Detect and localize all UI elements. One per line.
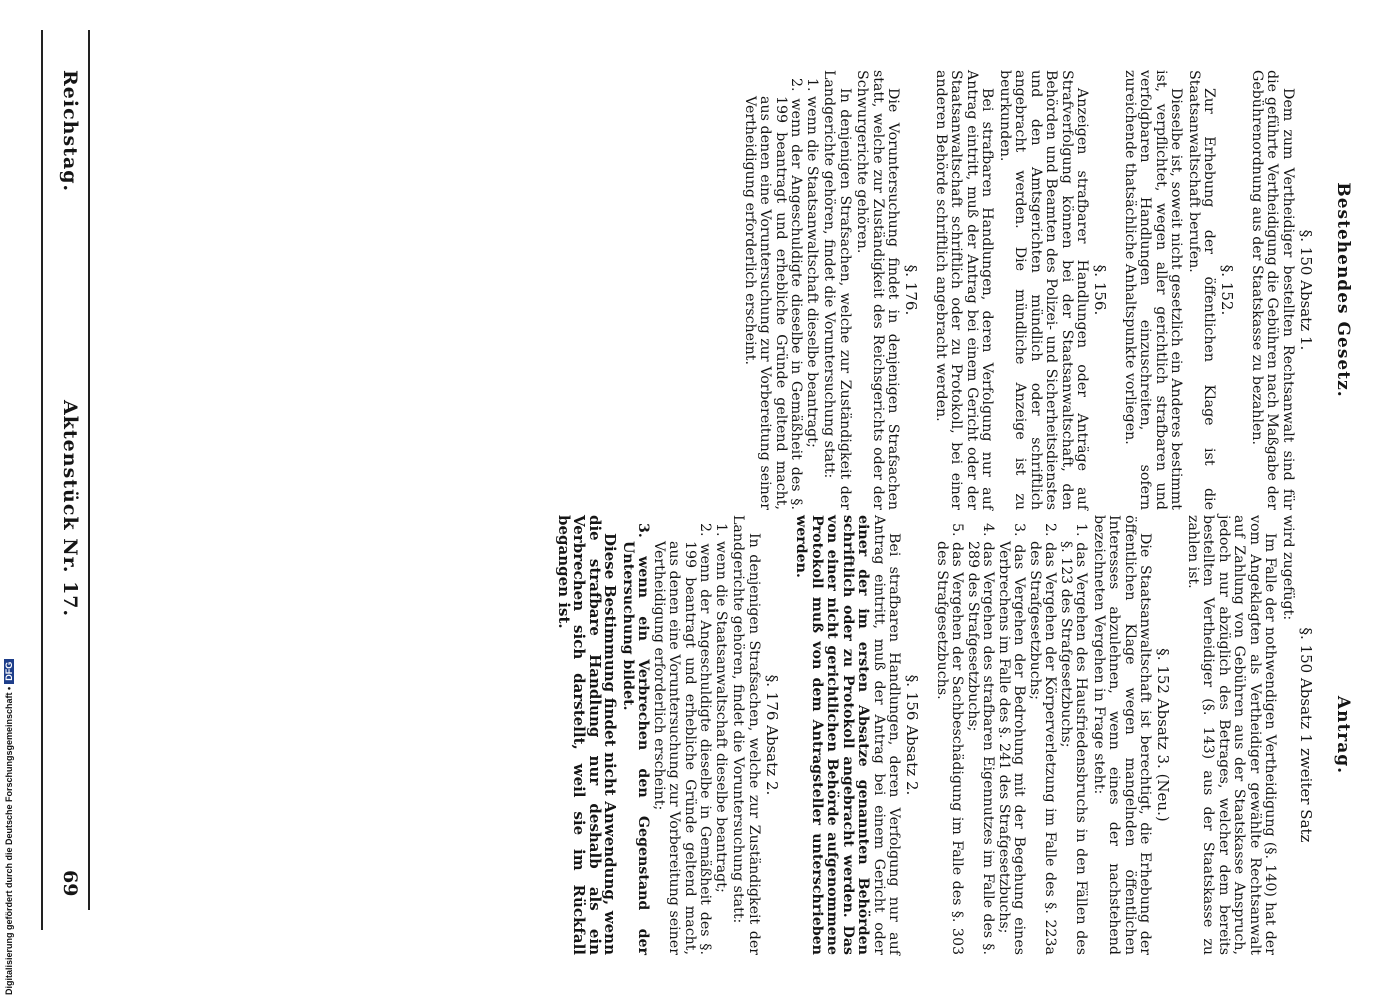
header-rule-bottom [41, 30, 43, 930]
paragraph: Die Voruntersuchung findet in denjenigen Strafsachen statt, welche zur Zuständigkeit des Reichsgerichts oder der Schwurgerichte gehören. [854, 70, 902, 510]
paragraph-bold-text: einer der im ersten Absatze genannten Behörden schriftlich oder zu Protokoll angebracht werden. Das von einer nicht gerichtlichen Behörde aufgenommene Protokoll muß von dem Antragsteller unterschrieben werden. [793, 515, 872, 955]
section-heading: §. 176. [902, 264, 921, 316]
section-heading: §. 150 Absatz 1 zweiter Satz [1297, 627, 1315, 843]
page-header [51, 70, 81, 930]
header-center: Aktenstück Nr. 17. [59, 400, 81, 618]
paragraph-bold: Diese Bestimmung findet nicht Anwendung, wenn die strafbare Handlung nur deshalb als ein Verbrechen sich darstellt, weil sie im Rückfall begangen ist. [555, 515, 620, 955]
column-motion [554, 515, 1354, 955]
list-item: 1. wenn die Staatsanwaltschaft dieselbe beantragt; [804, 78, 820, 448]
numbered-list [742, 70, 820, 510]
list-item: 2. wenn der Angeschuldigte dieselbe in Gemäßheit des §. 199 beantragt und erhebliche Gründe geltend macht, aus denen eine Voruntersuchung zur Vorbereitung seiner Vertheidigung erforderlich erscheint; [651, 523, 714, 955]
page-number: 69 [59, 870, 81, 897]
column-title: Bestehendes Gesetz. [1333, 182, 1353, 398]
list-item: 2. wenn der Angeschuldigte dieselbe in Gemäßheit des §. 199 beantragt und erhebliche Gründe geltend macht, aus denen eine Voruntersuchung zur Vorbereitung seiner Vertheidigung erforderlich erscheint. [742, 78, 805, 510]
paragraph: Anzeigen strafbarer Handlungen oder Anträge auf Strafverfolgung können bei der Staatsanwaltschaft, den Behörden und Beamten des Polizei- und Sicherheitsdienstes und den Amtsgerichten mündlich oder schriftlich angebracht werden. Die mündliche Anzeige ist zu beurkunden. [997, 70, 1091, 510]
list-item: 1. wenn die Staatsanwaltschaft dieselbe beantragt; [713, 523, 729, 893]
section-heading: §. 156. [1091, 264, 1110, 316]
funding-note-text: Digitalisierung gefördert durch die Deutsche Forschungsgemeinschaft • [4, 686, 14, 995]
section-heading: §. 152 Absatz 3. (Neu.) [1154, 648, 1173, 822]
header-rule-top [88, 30, 90, 910]
paragraph: Dem zum Vertheidiger bestellten Rechtsanwalt sind für die geführte Vertheidigung die Gebühren nach Maßgabe der Gebührenordnung aus der Staatskasse zu bezahlen. [1249, 70, 1296, 510]
paragraph: Im Falle der nothwendigen Vertheidigung (§. 140) hat der vom Angeklagten als Vertheidiger gewählte Rechtsanwalt auf Zahlung von Gebühren aus der Staatskasse Anspruch, jedoch nur abzüglich des Betrages, welcher dem bereits bestellten Vertheidiger (§. 143) aus der Staatskasse zu zahlen ist. [1185, 515, 1279, 955]
paragraph: Zur Erhebung der öffentlichen Klage ist die Staatsanwaltschaft berufen. [1186, 70, 1218, 510]
header-left: Reichstag. [59, 70, 81, 193]
list-item-bold: 3. wenn ein Verbrechen den Gegenstand der Untersuchung bildet. [620, 523, 652, 955]
list-item: 5. das Vergehen der Sachbeschädigung im Falle des §. 303 des Strafgesetzbuchs. [934, 523, 966, 955]
numbered-list [934, 515, 1089, 955]
list-item: 1. das Vergehen des Hausfriedensbruchs in den Fällen des §. 123 des Strafgesetzbuchs; [1058, 523, 1090, 955]
list-item: 3. das Vergehen der Bedrohung mit der Begehung eines Verbrechens im Falle des §. 241 des Strafgesetzbuchs; [996, 523, 1028, 955]
list-item: 4. das Vergehen des strafbaren Eigennutzes im Falle des §. 289 des Strafgesetzbuchs; [965, 523, 997, 955]
paragraph: In denjenigen Strafsachen, welche zur Zuständigkeit der Landgerichte gehören, findet die Voruntersuchung statt: [821, 70, 853, 510]
paragraph-plain-text: Bei strafbaren Handlungen, deren Verfolgung nur auf Antrag eintritt, muß der Antrag bei einem Gericht oder [871, 515, 903, 955]
paragraph: In denjenigen Strafsachen, welche zur Zuständigkeit der Landgerichte gehören, findet die Voruntersuchung statt: [730, 515, 762, 955]
column-existing-law [740, 70, 1354, 510]
column-title: Antrag. [1333, 695, 1353, 775]
dfg-logo: DFG [4, 659, 14, 684]
list-item: 2. das Vergehen der Körperverletzung im Falle des §. 223a des Strafgesetzbuchs; [1027, 523, 1059, 955]
section-heading: §. 156 Absatz 2. [903, 674, 922, 796]
paragraph: Dieselbe ist, soweit nicht gesetzlich ein Anderes bestimmt ist, verpflichtet, wegen aller gerichtlich strafbaren und verfolgbaren Handlungen einzuschreiten, sofern zureichende thatsächliche Anhaltspunkte vorliegen. [1122, 70, 1185, 510]
section-heading: §. 152. [1218, 264, 1237, 316]
paragraph: Die Staatsanwaltschaft ist berechtigt, die Erhebung der öffentlichen Klage wegen mangelnden öffentlichen Interesses abzulehnen, wenn eines der nachstehend bezeichneten Vergehen in Frage steht: [1091, 515, 1154, 955]
section-heading: §. 150 Absatz 1. [1297, 229, 1315, 351]
paragraph: Bei strafbaren Handlungen, deren Verfolgung nur auf Antrag eintritt, muß der Antrag bei einem Gericht oder der Staatsanwaltschaft schriftlich oder zu Protokoll, bei einer anderen Behörde schriftlich angebracht werden. [933, 70, 996, 510]
section-heading: §. 176 Absatz 2. [763, 674, 781, 796]
paragraph: wird zugefügt: [1280, 515, 1296, 621]
numbered-list [620, 515, 729, 955]
paragraph [793, 515, 902, 955]
